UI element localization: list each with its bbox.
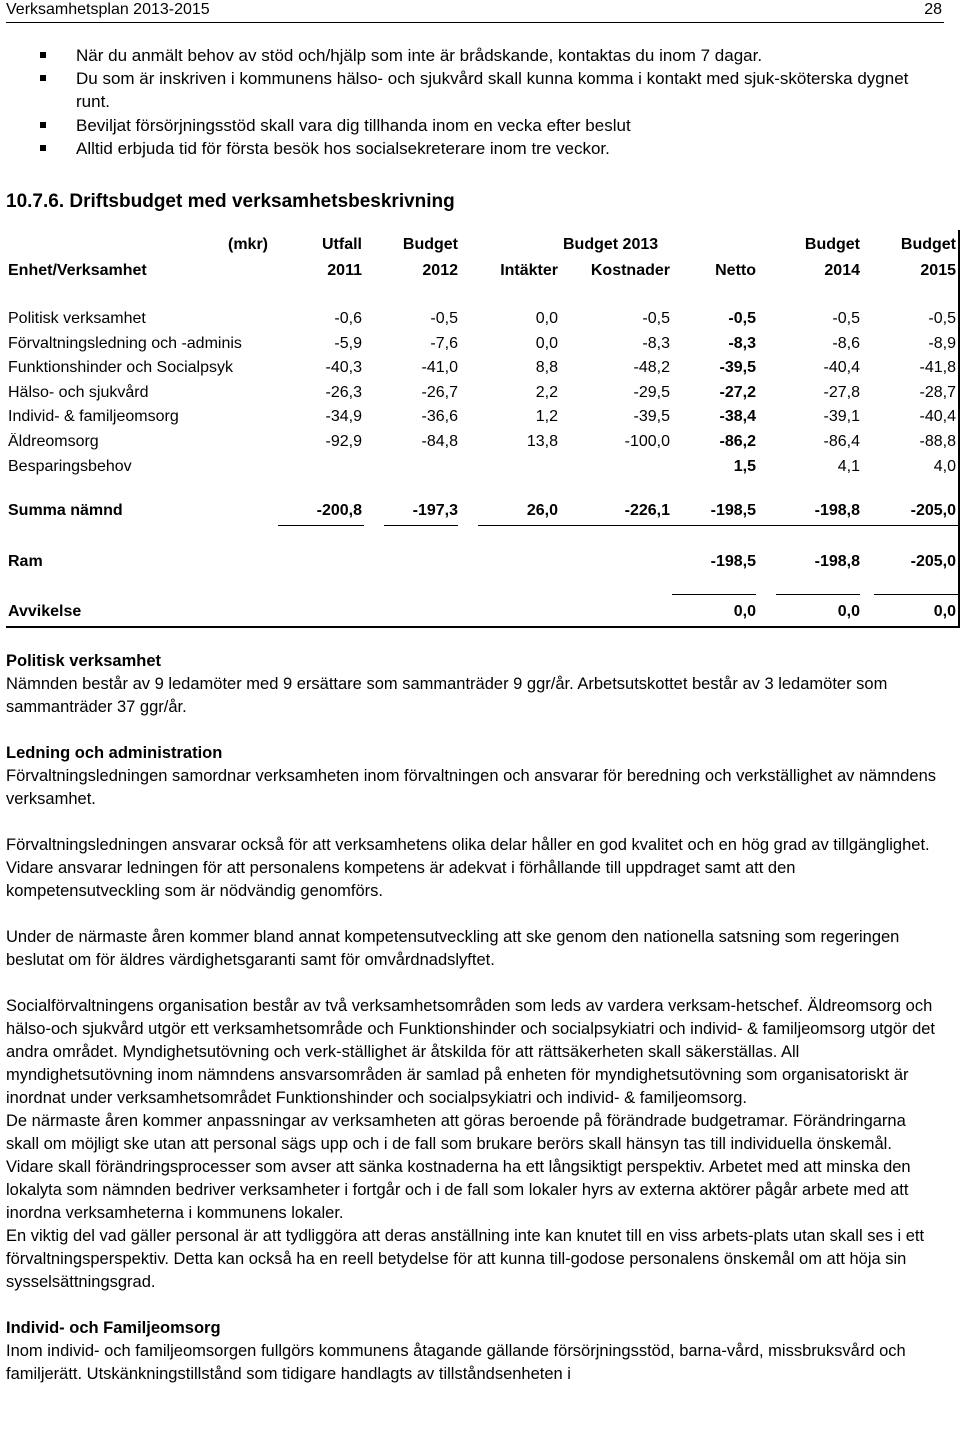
table-cell-budget2015: 4,0 [933,457,956,475]
table-header-unit: Enhet/Verksamhet [8,262,147,279]
table-cell-utfall2011: -0,6 [334,310,362,327]
list-item: När du anmält behov av stöd och/hjälp som inte är brådskande, kontaktas du inom 7 dagar. [40,44,940,67]
table-cell-netto: -86,2 [719,433,756,450]
heading-politisk-verksamhet: Politisk verksamhet [6,652,161,670]
table-row-label: Hälso- och sjukvård [8,383,149,401]
list-item: Du som är inskriven i kommunens hälso- och sjukvård skall kunna komma i kontakt med sjuk-sköterska dygnet runt. [40,67,940,113]
table-header-kostnader: Kostnader [590,262,670,279]
table-row-label: Besparingsbehov [8,457,132,475]
table-cell-kostnader: -8,3 [642,334,670,352]
table-header-budget-2013: Budget 2013 [563,236,659,253]
table-cell-budget2012: -41,0 [421,359,458,377]
table-cell-budget2014: -40,4 [823,359,860,377]
avvikelse-rule [874,594,958,595]
list-item: Alltid erbjuda tid för första besök hos socialsekreterare inom tre veckor. [40,137,940,160]
page-number: 28 [924,1,942,18]
table-cell-budget2015: -0,5 [928,310,956,327]
avvikelse-netto: 0,0 [733,603,756,620]
table-cell-intakter: 1,2 [535,408,558,426]
table-cell-budget2014: 4,1 [837,457,860,475]
paragraph: Inom individ- och familjeomsorgen fullgörs kommunens åtagande gällande försörjningsstöd, barna-vård, missbruksvård och familjerätt. Utskänkningstillstånd som tidigare handlagts av tillståndsenheten i [6,1342,906,1383]
table-header-utfall-year: 2011 [327,262,362,279]
table-header-utfall: Utfall [322,236,362,253]
table-cell-netto: -38,4 [719,408,756,426]
body-text [6,650,941,1386]
table-header-budget-2014-year: 2014 [824,262,860,279]
table-cell-budget2014: -27,8 [823,383,860,401]
table-row-label: Förvaltningsledning och -adminis [8,334,242,352]
table-cell-kostnader: -100,0 [624,433,670,450]
table-cell-netto: 1,5 [733,457,756,475]
table-row-label: Individ- & familjeomsorg [8,408,179,426]
summa-utfall-2011: -200,8 [316,502,362,519]
table-cell-netto: -27,2 [719,383,756,401]
table-cell-kostnader: -39,5 [633,408,670,426]
table-cell-intakter: 8,8 [535,359,558,377]
avvikelse-label: Avvikelse [8,603,82,620]
summa-netto: -198,5 [710,502,756,519]
table-cell-budget2012: -26,7 [421,383,458,401]
paragraph: En viktig del vad gäller personal är att tydliggöra att deras anställning inte kan knutet till en viss arbets-plats utan skall ses i ett förvaltningsperspektiv. Detta kan också ha en reell betydelse för att kunna till-godose personalens önskemål om att höja sin sysselsättningsgrad. [6,1227,925,1291]
document-title: Verksamhetsplan 2013-2015 [6,1,210,18]
table-header-budget-2015-year: 2015 [920,262,956,279]
table-cell-budget2015: -88,8 [919,433,956,450]
table-row-label: Äldreomsorg [8,433,99,450]
table-cell-kostnader: -0,5 [642,310,670,327]
table-header-budget-2014: Budget [804,236,860,253]
section-title: 10.7.6. Driftsbudget med verksamhetsbeskrivning [6,191,455,212]
paragraph: Socialförvaltningens organisation består av två verksamhetsområden som leds av vardera verksam-hetschef. Äldreomsorg och hälso-och sjukvård utgör ett verksamhetsområde och Funktionshinder och socialpsykiatri och individ- & familjeomsorg utgör det andra området. Myndighetsutövning och verk-ställighet är åtskilda för att rättsäkerheten skall säkerställas. All myndighetsutövning inom nämndens ansvarsområden är samlad på enheten för myndighetsutövning som organisatoriskt är inordnat under verksamhetsområdet Funktionshinder och socialpsykiatri och individ- & familjeomsorg. [6,997,936,1107]
page-header [6,0,944,23]
paragraph: De närmaste åren kommer anpassningar av verksamheten att göras beroende på förändrade budgetramar. Förändringarna skall om möjligt ske utan att personal sägs upp och i de fall som brukare berörs skall hänsyn tas till individuella önskemål. Vidare skall förändringsprocesser som avser att sänka kostnaderna ha ett långsiktigt perspektiv. Arbetet med att minska den lokalyta som nämnden bedriver verksamheter i fortgår och i de fall som lokaler hyrs av externa aktörer pågår arbete med att inordna verksamheterna i kommunens lokaler. [6,1112,911,1222]
table-cell-budget2012: -0,5 [430,310,458,327]
table-row-label: Politisk verksamhet [8,310,146,327]
table-cell-budget2014: -0,5 [832,310,860,327]
summa-intakter: 26,0 [526,502,558,519]
table-header-netto: Netto [715,262,756,279]
table-header-budget-2012: Budget [402,236,458,253]
heading-ledning: Ledning och administration [6,744,223,762]
ram-budget-2015: -205,0 [910,553,956,570]
paragraph: Förvaltningsledningen ansvarar också för att verksamhetens olika delar håller en god kvalitet och en hög grad av tillgänglighet. Vidare ansvarar ledningen för att personalens kompetens är adekvat i förhållande till uppdraget samt att den kompetensutveckling som är nödvändig genomförs. [6,836,930,900]
table-cell-budget2015: -40,4 [919,408,956,426]
table-cell-utfall2011: -92,9 [325,433,362,450]
avvikelse-rule [776,594,860,595]
table-cell-netto: -0,5 [728,310,756,327]
table-cell-utfall2011: -5,9 [334,334,362,352]
table-cell-intakter: 2,2 [535,383,558,401]
table-cell-budget2015: -28,7 [919,383,956,401]
heading-individ-familjeomsorg: Individ- och Familjeomsorg [6,1319,221,1337]
avvikelse-budget-2015: 0,0 [933,603,956,620]
ram-netto: -198,5 [710,553,756,570]
table-cell-utfall2011: -40,3 [325,359,362,377]
budget-table [6,230,960,628]
table-cell-intakter: 13,8 [526,433,558,450]
table-row-label: Funktionshinder och Socialpsyk [8,359,234,377]
table-header-budget-2015: Budget [900,236,956,253]
table-cell-budget2015: -41,8 [919,359,956,377]
table-cell-budget2012: -36,6 [421,408,458,426]
summa-kostnader: -226,1 [624,502,670,519]
table-cell-budget2012: -7,6 [430,334,458,352]
summa-budget-2015: -205,0 [910,502,956,519]
ram-label: Ram [8,553,43,570]
table-cell-netto: -8,3 [728,334,756,352]
summa-budget-2014: -198,8 [814,502,860,519]
table-cell-intakter: 0,0 [535,334,558,352]
summa-underline [278,525,364,526]
paragraph: Nämnden består av 9 ledamöter med 9 ersättare som sammanträder 9 ggr/år. Arbetsutskottet består av 3 ledamöter som sammanträder 37 ggr/år. [6,675,888,716]
table-cell-utfall2011: -26,3 [325,383,362,401]
list-item: Beviljat försörjningsstöd skall vara dig tillhanda inom en vecka efter beslut [40,114,940,137]
table-header-intakter: Intäkter [500,262,558,279]
table-cell-budget2014: -86,4 [823,433,860,450]
table-cell-netto: -39,5 [719,359,756,377]
table-cell-intakter: 0,0 [535,310,558,327]
paragraph: Under de närmaste åren kommer bland annat kompetensutveckling att ske genom den nationella satsning som regeringen beslutat om för äldres värdighetsgaranti samt för omvårdnadslyftet. [6,928,900,969]
summa-label: Summa nämnd [8,502,123,519]
table-cell-budget2014: -39,1 [823,408,860,426]
ram-budget-2014: -198,8 [814,553,860,570]
table-cell-budget2012: -84,8 [421,433,458,450]
avvikelse-budget-2014: 0,0 [837,603,860,620]
table-cell-kostnader: -48,2 [633,359,670,377]
summa-underline [384,525,458,526]
summa-underline [478,525,958,526]
bullet-list [40,44,940,160]
paragraph: Förvaltningsledningen samordnar verksamheten inom förvaltningen och ansvarar för beredning och verkställighet av nämndens verksamhet. [6,767,937,808]
table-header-budget-2012-year: 2012 [422,262,458,279]
avvikelse-rule [672,594,756,595]
table-cell-budget2015: -8,9 [928,334,956,352]
table-header-mkr: (mkr) [228,236,269,253]
table-cell-budget2014: -8,6 [832,334,860,352]
table-cell-utfall2011: -34,9 [325,408,362,426]
table-cell-kostnader: -29,5 [633,383,670,401]
summa-budget-2012: -197,3 [412,502,458,519]
